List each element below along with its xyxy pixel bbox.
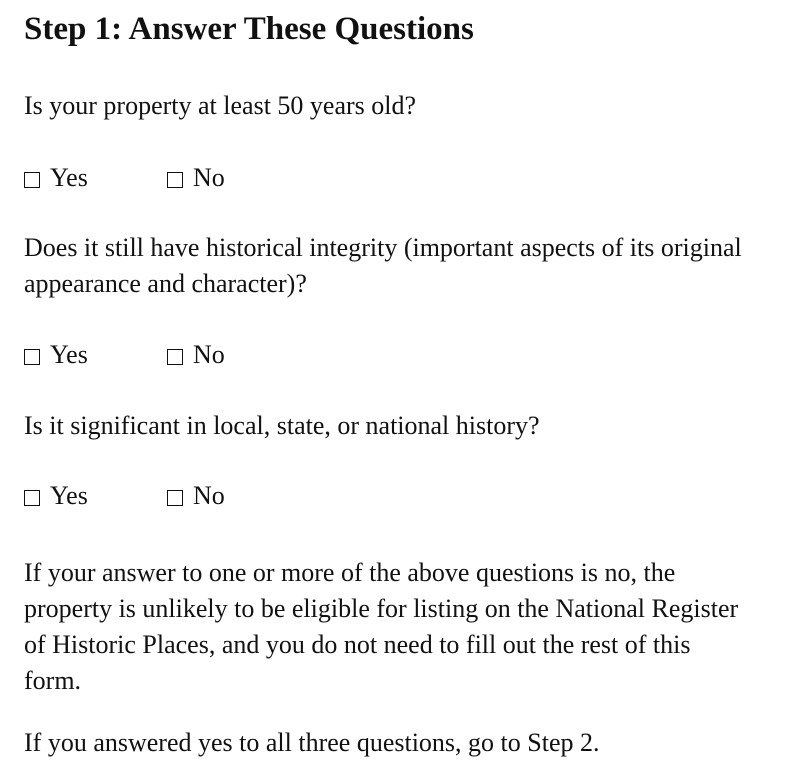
integrity-no-checkbox[interactable] — [167, 337, 225, 373]
checkbox-label: No — [193, 163, 225, 192]
checkbox-square-icon[interactable] — [24, 349, 40, 365]
next-step-instruction: If you answered yes to all three questions, go to Step 2. — [24, 728, 600, 757]
section-heading: Step 1: Answer These Questions — [24, 11, 474, 47]
eligibility-note: If your answer to one or more of the above questions is no, the property is unlikely to be eligible for listing on the National Register of Historic Places, and you do not need to fill out the rest of this form. — [24, 558, 739, 695]
checkbox-label: No — [193, 340, 225, 369]
answer-row-integrity — [24, 337, 424, 373]
significance-yes-checkbox[interactable] — [24, 478, 88, 514]
age-no-checkbox[interactable] — [167, 160, 225, 196]
answer-row-age — [24, 160, 424, 196]
checkbox-label: No — [193, 481, 225, 510]
checkbox-square-icon[interactable] — [24, 490, 40, 506]
question-significance: Is it significant in local, state, or national history? — [24, 411, 540, 440]
question-integrity: Does it still have historical integrity (important aspects of its original appearance and character)? — [24, 233, 742, 298]
integrity-yes-checkbox[interactable] — [24, 337, 88, 373]
age-yes-checkbox[interactable] — [24, 160, 88, 196]
checkbox-square-icon[interactable] — [24, 172, 40, 188]
checkbox-square-icon[interactable] — [167, 490, 183, 506]
checkbox-square-icon[interactable] — [167, 172, 183, 188]
significance-no-checkbox[interactable] — [167, 478, 225, 514]
question-age: Is your property at least 50 years old? — [24, 91, 417, 120]
checkbox-square-icon[interactable] — [167, 349, 183, 365]
checkbox-label: Yes — [50, 340, 88, 369]
checkbox-label: Yes — [50, 481, 88, 510]
checkbox-label: Yes — [50, 163, 88, 192]
answer-row-significance — [24, 478, 424, 514]
